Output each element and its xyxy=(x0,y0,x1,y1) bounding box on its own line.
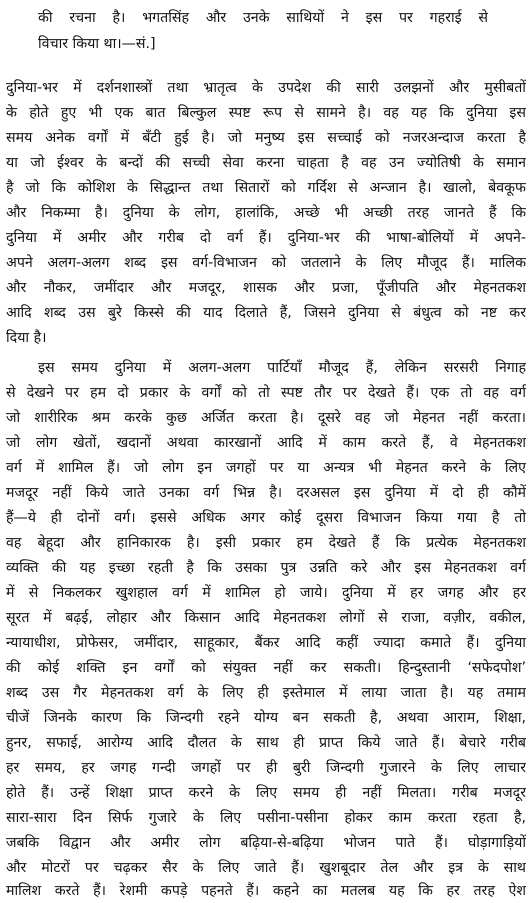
text-line: दुनिया में अमीर और गरीब दो वर्ग हैं। दुनिया-भर की भाषा-बोलियों में अपने- xyxy=(6,230,526,246)
text-line: सूरत में बढ़ई, लोहार और किसान आदि मेहनतकश लोगों से राजा, वज़ीर, वकील, xyxy=(6,610,526,626)
text-line: न्यायाधीश, प्रोफेसर, जमींदार, साहूकार, बैंकर आदि कहीं ज्यादा कमाते हैं। दुनिया xyxy=(6,635,526,651)
text-line: हैं—ये ही दोनों वर्ग। इससे अधिक अगर कोई दूसरा विभाजन किया गया है तो xyxy=(6,510,526,526)
text-line: जो शारीरिक श्रम करके कुछ अर्जित करता है। दूसरे वह जो मेहनत नहीं करता। xyxy=(6,410,526,426)
text-line: की कोई शक्ति इन वर्गों को संयुक्त नहीं कर सकती। हिन्दुस्तानी ‘सफेदपोश’ xyxy=(6,660,526,676)
text-line: इस समय दुनिया में अलग-अलग पार्टियाँ मौजूद हैं, लेकिन सरसरी निगाह xyxy=(38,360,526,376)
text-line: हुनर, सफाई, आरोग्य आदि दौलत के साथ ही प्राप्त किये जाते हैं। बेचारे गरीब xyxy=(6,735,526,751)
text-line: होते हैं। उन्हें शिक्षा प्राप्त करने के लिए समय ही नहीं मिलता। गरीब मजदूर xyxy=(6,785,526,801)
text-line: है जो कि कोशिश के सिद्धान्त तथा सितारों को गर्दिश से अन्जान है। खालो, बेवकूफ xyxy=(6,180,526,196)
text-line: मालिश करते हैं। रेशमी कपड़े पहनते हैं। कहने का मतलब यह कि हर तरह ऐश xyxy=(6,883,526,899)
text-line: शब्द उस गैर मेहनतकश वर्ग के लिए ही इस्तेमाल में लाया जाता है। यह तमाम xyxy=(6,685,526,701)
text-line: के होते हुए भी एक बात बिल्कुल स्पष्ट रूप से सामने है। वह यह कि दुनिया इस xyxy=(6,105,526,121)
text-line: से देखने पर हम दो प्रकार के वर्गों को तो स्पष्ट तौर पर देखते हैं। एक तो वह वर्ग xyxy=(6,385,526,401)
text-line: व्यक्ति की यह इच्छा रहती है कि उसका पुत्र उन्नति करे और इस मेहनतकश वर्ग xyxy=(6,560,526,576)
text-line: जो लोग खेतों, खदानों अथवा कारखानों आदि में काम करते हैं, वे मेहनतकश xyxy=(6,435,526,451)
text-line: मजदूर नहीं किये जाते उनका वर्ग भिन्न है। दरअसल इस दुनिया में दो ही कौमें xyxy=(6,485,526,501)
text-line: अपने अलग-अलग शब्द इस वर्ग-विभाजन को जतलाने के लिए मौजूद हैं। मालिक xyxy=(6,255,526,271)
text-line: दिया है। xyxy=(6,330,47,346)
text-line: दुनिया-भर में दर्शनशास्त्रों तथा भ्रातृत्व के उपदेश की सारी उलझनों और मुसीबतों xyxy=(6,80,526,96)
text-line: वह बेहूदा और हानिकारक है। इसी प्रकार हम देखते हैं कि प्रत्येक मेहनतकश xyxy=(6,535,526,551)
text-line: और मोटरों पर चढ़कर सैर के लिए जाते हैं। खुशबूदार तेल और इत्र के साथ xyxy=(6,860,526,876)
text-line: और निकम्मा है। दुनिया के लोग, हालांकि, अच्छे भी अच्छी तरह जानते हैं कि xyxy=(6,205,526,221)
text-line: हर समय, हर जगह गन्दी जगहों पर ही बुरी जिन्दगी गुजारने के लिए लाचार xyxy=(6,760,526,776)
text-line: वर्ग में शामिल हैं। जो लोग इन जगहों पर या अन्यत्र भी मेहनत करने के लिए xyxy=(6,460,526,476)
text-line: सारा-सारा दिन सिर्फ गुजारे के लिए पसीना-पसीना होकर काम करता रहता है, xyxy=(6,810,526,826)
text-line: या जो ईश्वर के बन्दों की सच्ची सेवा करना चाहता है वह उन ज्योतिषी के समान xyxy=(6,155,526,171)
note-line: विचार किया था।—सं.] xyxy=(38,36,156,52)
text-line: में से निकलकर खुशहाल वर्ग में शामिल हो जाये। दुनिया में हर जगह और हर xyxy=(6,585,526,601)
text-line: समय अनेक वर्गों में बँटी हुई है। जो मनुष्य इस सच्चाई को नजरअन्दाज करता है xyxy=(6,130,526,146)
text-line: जबकि विद्वान और अमीर लोग बढ़िया-से-बढ़िया भोजन पाते हैं। घोड़ागाड़ियों xyxy=(6,835,526,851)
text-line: आदि शब्द उस बुरे किस्से की याद दिलाते हैं, जिसने दुनिया से बंधुत्व को नष्ट कर xyxy=(6,305,526,321)
note-line: की रचना है। भगतसिंह और उनके साथियों ने इस पर गहराई से xyxy=(38,10,488,26)
text-line: चीजें जिनके कारण कि जिन्दगी रहने योग्य बन सकती है, अथवा आराम, शिक्षा, xyxy=(6,710,526,726)
text-line: और नौकर, जमींदार और मजदूर, शासक और प्रजा, पूँजीपति और मेहनतकश xyxy=(6,280,526,296)
